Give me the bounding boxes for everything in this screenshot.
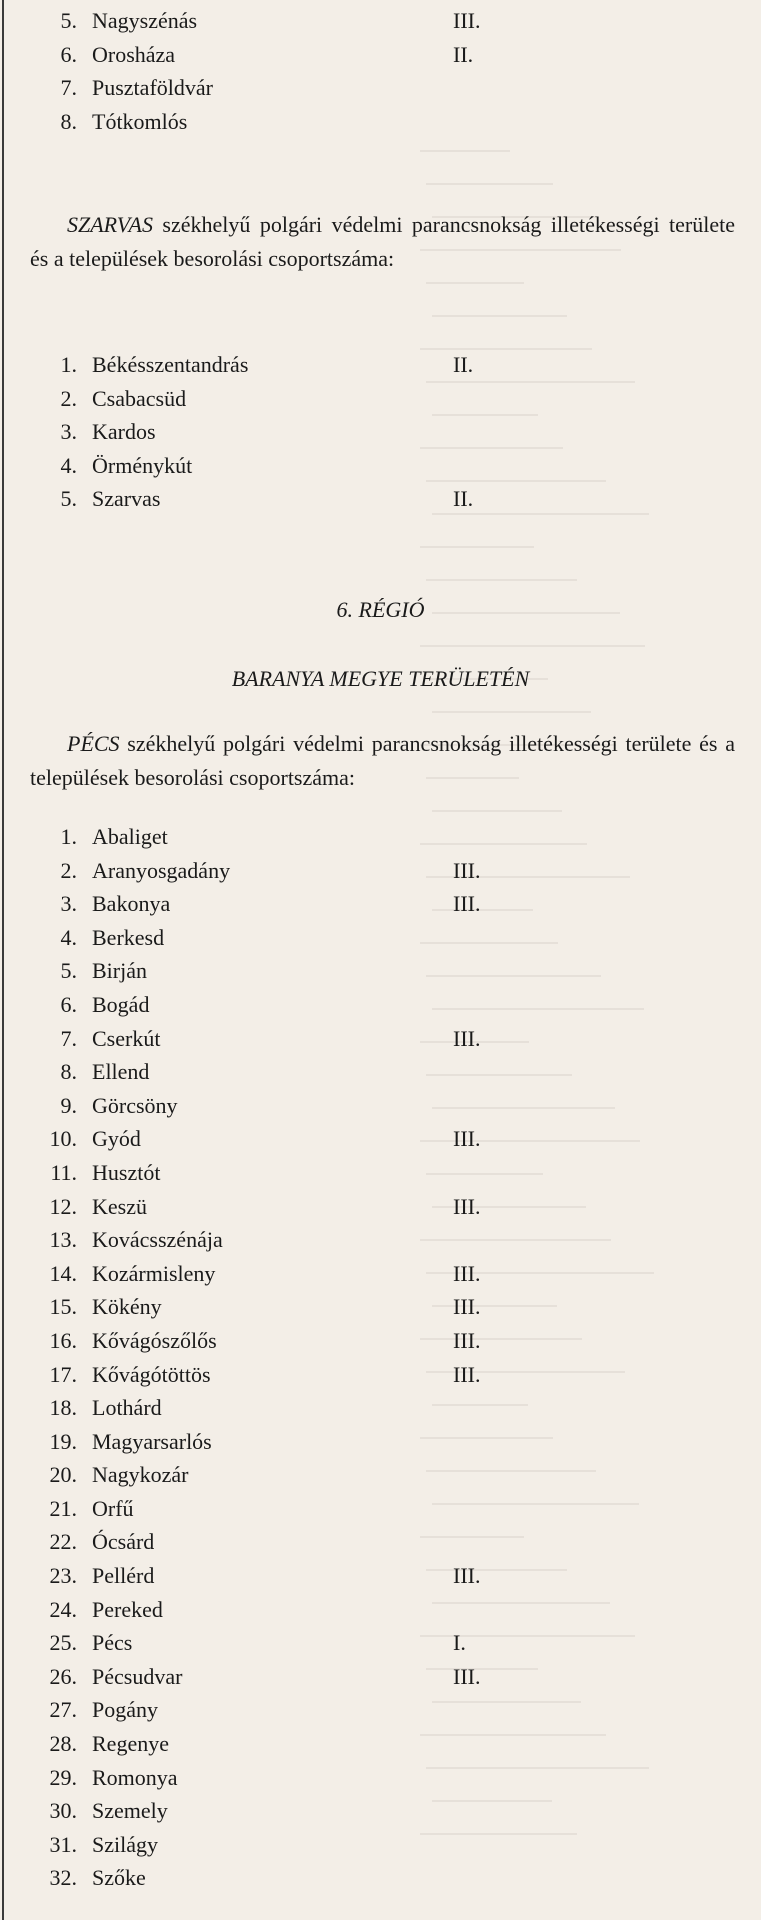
show-through-line — [426, 1668, 538, 1670]
item-number: 12. — [49, 1193, 77, 1219]
item-number: 22. — [49, 1529, 77, 1555]
classification-group: III. — [453, 891, 481, 917]
list-item — [30, 71, 213, 105]
item-number: 28. — [49, 1731, 77, 1757]
item-number: 2. — [60, 385, 77, 411]
list-item — [30, 1761, 178, 1795]
show-through-line — [426, 282, 524, 284]
pecs-city-name: PÉCS — [67, 731, 120, 756]
settlement-name: Berkesd — [92, 924, 165, 950]
list-item — [30, 38, 474, 72]
settlement-name: Cserkút — [92, 1025, 161, 1051]
item-number: 31. — [49, 1831, 77, 1857]
list-item — [30, 1391, 162, 1425]
settlement-name: Lothárd — [92, 1395, 162, 1421]
classification-group: III. — [453, 1563, 481, 1589]
settlement-name: Ellend — [92, 1059, 150, 1085]
settlement-name: Pusztaföldvár — [92, 75, 213, 101]
settlement-list-pecs — [30, 820, 481, 1895]
settlement-name: Regenye — [92, 1731, 169, 1757]
item-number: 5. — [60, 958, 77, 984]
show-through-line — [426, 1569, 567, 1571]
settlement-name: Pellérd — [92, 1563, 155, 1589]
list-item — [30, 820, 168, 854]
show-through-line — [432, 909, 533, 911]
item-number: 17. — [49, 1361, 77, 1387]
item-number: 16. — [49, 1327, 77, 1353]
item-number: 4. — [60, 452, 77, 478]
list-item — [30, 1727, 169, 1761]
show-through-line — [432, 711, 591, 713]
list-item — [30, 382, 187, 416]
show-through-line — [420, 1338, 582, 1340]
item-number: 7. — [60, 75, 77, 101]
settlement-list-szarvas — [30, 348, 474, 516]
item-number: 13. — [49, 1227, 77, 1253]
list-item — [30, 1324, 481, 1358]
settlement-name: Kozármisleny — [92, 1260, 216, 1286]
show-through-line — [426, 579, 577, 581]
show-through-line — [426, 975, 601, 977]
settlement-name: Szemely — [92, 1798, 168, 1824]
list-item — [30, 921, 165, 955]
show-through-line — [432, 1602, 610, 1604]
list-item — [30, 1223, 223, 1257]
item-number: 11. — [50, 1159, 77, 1185]
settlement-name: Pogány — [92, 1697, 158, 1723]
item-number: 23. — [49, 1563, 77, 1589]
list-item — [30, 415, 156, 449]
show-through-line — [420, 1536, 524, 1538]
list-item — [30, 1290, 481, 1324]
item-number: 5. — [60, 486, 77, 512]
show-through-line — [420, 348, 592, 350]
list-item — [30, 105, 188, 139]
settlement-name: Husztót — [92, 1159, 161, 1185]
list-item — [30, 1089, 178, 1123]
item-number: 5. — [60, 8, 77, 33]
settlement-name: Nagyszénás — [92, 8, 198, 33]
szarvas-city-name: SZARVAS — [67, 212, 153, 237]
settlement-name: Kővágószőlős — [92, 1327, 217, 1353]
show-through-line — [432, 315, 567, 317]
show-through-line — [420, 1833, 577, 1835]
classification-group: III. — [453, 1327, 481, 1353]
show-through-line — [420, 1437, 553, 1439]
item-number: 6. — [60, 991, 77, 1017]
item-number: 30. — [49, 1798, 77, 1824]
classification-group: II. — [453, 486, 474, 512]
item-number: 19. — [49, 1428, 77, 1454]
list-item — [30, 1525, 155, 1559]
list-item — [30, 1492, 134, 1526]
settlement-name: Ócsárd — [92, 1529, 155, 1555]
show-through-line — [426, 1074, 572, 1076]
show-through-line — [432, 1305, 557, 1307]
settlement-name: Nagykozár — [92, 1462, 189, 1488]
show-through-line — [420, 546, 534, 548]
item-number: 15. — [49, 1294, 77, 1320]
show-through-line — [420, 447, 563, 449]
item-number: 3. — [60, 891, 77, 917]
szarvas-intro-text: székhelyű polgári védelmi parancsnokság illetékességi területe és a települések besorolási csoportszáma: — [30, 212, 735, 271]
settlement-name: Pécsudvar — [92, 1663, 183, 1689]
classification-group: III. — [453, 1663, 481, 1689]
show-through-line — [420, 942, 558, 944]
settlement-name: Romonya — [92, 1764, 178, 1790]
list-item — [30, 1693, 158, 1727]
item-number: 8. — [60, 1059, 77, 1085]
item-number: 4. — [60, 924, 77, 950]
settlement-name: Bakonya — [92, 891, 171, 917]
classification-group: III. — [453, 1260, 481, 1286]
settlement-name: Magyarsarlós — [92, 1428, 212, 1454]
settlement-name: Pereked — [92, 1596, 163, 1622]
region-heading: 6. RÉGIÓ — [336, 597, 425, 622]
settlement-name: Pécs — [92, 1630, 133, 1656]
classification-group: III. — [453, 1025, 481, 1051]
show-through-line — [420, 1734, 606, 1736]
settlement-name: Birján — [92, 958, 147, 984]
settlement-name: Tótkomlós — [92, 108, 188, 134]
classification-group: I. — [453, 1630, 466, 1656]
item-number: 26. — [49, 1663, 77, 1689]
settlement-name: Kővágótöttös — [92, 1361, 211, 1387]
settlement-name: Szőke — [92, 1865, 146, 1891]
page-edge-rule — [2, 0, 4, 1920]
item-number: 21. — [49, 1495, 77, 1521]
classification-group: II. — [453, 352, 474, 377]
classification-group: III. — [453, 1294, 481, 1320]
pecs-intro-paragraph — [30, 727, 735, 795]
settlement-name: Békésszentandrás — [92, 352, 249, 377]
settlement-name: Keszü — [92, 1193, 147, 1219]
show-through-line — [432, 1107, 615, 1109]
settlement-name: Orfű — [92, 1495, 134, 1521]
list-item — [30, 348, 474, 382]
list-item — [30, 1828, 158, 1862]
show-through-line — [426, 1173, 543, 1175]
item-number: 1. — [60, 352, 77, 377]
settlement-list-oroshaza — [30, 4, 481, 138]
settlement-name: Szarvas — [92, 486, 161, 512]
show-through-line — [432, 1404, 528, 1406]
show-through-line — [432, 1503, 639, 1505]
item-number: 1. — [60, 824, 77, 849]
list-item — [30, 482, 474, 516]
list-item — [30, 1190, 481, 1224]
item-number: 29. — [49, 1764, 77, 1790]
show-through-line — [426, 1767, 649, 1769]
item-number: 9. — [60, 1092, 77, 1118]
item-number: 27. — [49, 1697, 77, 1723]
list-item — [30, 449, 193, 483]
show-through-line — [432, 414, 538, 416]
list-item — [30, 1122, 481, 1156]
settlement-name: Bogád — [92, 991, 150, 1017]
list-item — [30, 1794, 168, 1828]
classification-group: III. — [453, 857, 481, 883]
item-number: 32. — [49, 1865, 77, 1891]
list-item — [30, 1257, 481, 1291]
settlement-name: Orosháza — [92, 41, 176, 67]
show-through-line — [432, 1800, 552, 1802]
classification-group: III. — [453, 1126, 481, 1152]
list-item — [30, 1593, 163, 1627]
show-through-line — [420, 843, 587, 845]
list-item — [30, 954, 147, 988]
show-through-line — [420, 150, 510, 152]
item-number: 7. — [60, 1025, 77, 1051]
list-item — [30, 1358, 481, 1392]
szarvas-intro-paragraph — [30, 208, 735, 276]
list-item — [30, 1626, 466, 1660]
settlement-name: Aranyosgadány — [92, 857, 231, 883]
item-number: 18. — [49, 1395, 77, 1421]
item-number: 6. — [60, 41, 77, 67]
show-through-line — [420, 1239, 611, 1241]
settlement-name: Görcsöny — [92, 1092, 178, 1118]
show-through-line — [426, 183, 553, 185]
settlement-name: Szilágy — [92, 1831, 158, 1857]
item-number: 24. — [49, 1596, 77, 1622]
classification-group: III. — [453, 8, 481, 33]
settlement-name: Örménykút — [92, 452, 193, 478]
item-number: 25. — [49, 1630, 77, 1656]
list-item — [30, 1660, 481, 1694]
show-through-line — [432, 1701, 581, 1703]
item-number: 3. — [60, 419, 77, 445]
list-item — [30, 1458, 189, 1492]
classification-group: III. — [453, 1361, 481, 1387]
show-through-line — [420, 645, 645, 647]
show-through-line — [426, 1470, 596, 1472]
settlement-name: Kovácsszénája — [92, 1227, 223, 1253]
pecs-intro-text: székhelyű polgári védelmi parancsnokság illetékességi területe és a települések besorolási csoportszáma: — [30, 731, 735, 790]
show-through-line — [432, 1008, 644, 1010]
list-item — [30, 1156, 161, 1190]
classification-group: II. — [453, 41, 474, 67]
item-number: 14. — [49, 1260, 77, 1286]
settlement-name: Kökény — [92, 1294, 162, 1320]
list-item — [30, 854, 481, 888]
classification-group: III. — [453, 1193, 481, 1219]
list-item — [30, 1861, 146, 1895]
list-item — [30, 887, 481, 921]
list-item — [30, 1559, 481, 1593]
settlement-name: Abaliget — [92, 824, 168, 849]
county-heading: BARANYA MEGYE TERÜLETÉN — [231, 666, 530, 691]
list-item — [30, 1022, 481, 1056]
list-item — [30, 1425, 212, 1459]
list-item — [30, 1055, 150, 1089]
settlement-name: Kardos — [92, 419, 156, 445]
settlement-name: Gyód — [92, 1126, 141, 1152]
item-number: 8. — [60, 108, 77, 134]
item-number: 10. — [49, 1126, 77, 1152]
list-item — [30, 988, 150, 1022]
item-number: 20. — [49, 1462, 77, 1488]
item-number: 2. — [60, 857, 77, 883]
list-item — [30, 4, 481, 38]
show-through-line — [432, 810, 562, 812]
settlement-name: Csabacsüd — [92, 385, 187, 411]
show-through-text — [420, 0, 750, 1920]
